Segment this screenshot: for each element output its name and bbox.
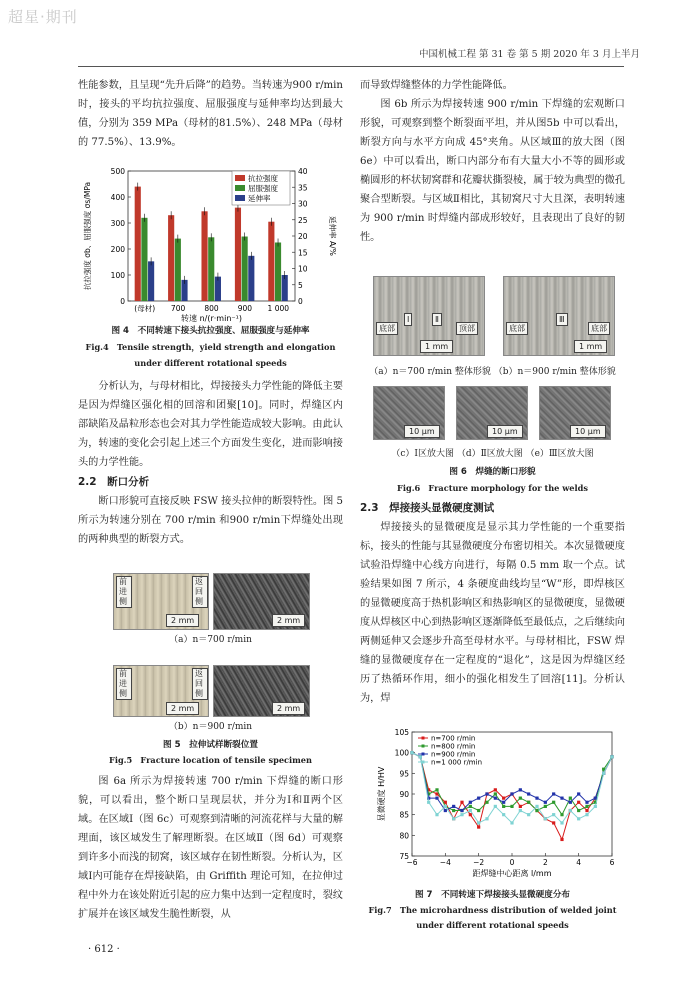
data-point: [527, 801, 530, 804]
x-tick-label: (母材): [134, 304, 156, 313]
y-tick-label-right: 10: [298, 264, 308, 274]
x-tick-label: 1 000: [267, 304, 290, 313]
legend-label: 延伸率: [248, 194, 271, 203]
data-point: [535, 805, 538, 808]
left-column-3: [78, 772, 343, 924]
section-2-3-heading: 2.3 焊接接头显微硬度测试: [360, 502, 495, 514]
y-tick-label-left: 400: [110, 193, 125, 202]
legend-swatch: [235, 175, 245, 181]
data-point: [410, 751, 413, 754]
data-point: [502, 813, 505, 816]
fig5b-caption: （b）n＝900 r/min: [168, 722, 253, 732]
scale-bar: 2 mm: [166, 614, 199, 627]
fig7-caption-en-2: under different rotational speeds: [416, 920, 569, 930]
y-tick-label: 90: [399, 790, 409, 799]
legend-marker: [422, 753, 425, 756]
data-point: [527, 792, 530, 795]
x-tick-label: 800: [204, 304, 219, 313]
data-point: [544, 817, 547, 820]
figure-7: [372, 726, 622, 890]
legend-label: 抗拉强度: [248, 174, 278, 183]
y-tick-label-left: 0: [120, 297, 125, 306]
data-point: [444, 809, 447, 812]
data-point: [585, 813, 588, 816]
bar: [248, 256, 254, 301]
data-point: [477, 797, 480, 800]
fig7-caption-en: Fig.7 The microhardness distribution of welded joint: [368, 905, 617, 915]
paragraph: 图 6a 所示为焊接转速 700 r/min 下焊缝的断口形貌，可以看出，整个断口呈现层状，并分为Ⅰ和Ⅱ两个区域。在区域Ⅰ（图 6c）可观察到清晰的河流花样与大量的解理面，该区域发生了解理断裂。在区域Ⅱ（图 6d）可观察到许多小而浅的韧窝，该区域存在韧性断裂。分析认为，区域Ⅰ内可能存在焊接缺陷，由 Griffith 理论可知，在拉伸过程中外力在该处附近引起的应力集中达到一定程度时，裂纹扩展并在该区域发生脆性断裂，从: [78, 776, 343, 920]
data-point: [560, 838, 563, 841]
data-point: [469, 813, 472, 816]
x-tick-label: −2: [473, 858, 485, 867]
y-tick-label-right: 25: [298, 215, 308, 225]
data-point: [552, 813, 555, 816]
data-point: [552, 801, 555, 804]
data-point: [610, 755, 613, 758]
data-point: [594, 797, 597, 800]
bottom-label: 底部: [506, 322, 528, 335]
figure-4: [80, 163, 340, 327]
front-label: 前进侧: [116, 668, 132, 700]
scale-bar: 1 mm: [420, 340, 453, 353]
y-tick-label-right: 15: [298, 248, 308, 258]
x-tick-label: 0: [509, 858, 515, 867]
zone-label: Ⅱ: [432, 313, 442, 326]
data-point: [569, 809, 572, 812]
paragraph: 断口形貌可直接反映 FSW 接头拉伸的断裂特性。图 5 所示为转速分别在 700 r/min 和900 r/min下焊缝处出现的两种典型的断裂方式。: [78, 496, 343, 545]
data-point: [519, 788, 522, 791]
header-rule: [78, 66, 624, 67]
data-point: [494, 805, 497, 808]
data-point: [452, 809, 455, 812]
left-column-2: [78, 377, 343, 549]
legend-marker: [422, 745, 425, 748]
data-point: [519, 797, 522, 800]
legend-swatch: [235, 195, 245, 201]
y-tick-label: 95: [399, 769, 409, 779]
bar: [141, 218, 147, 301]
data-point: [452, 805, 455, 808]
fig5-caption-cn: 图 5 拉伸试样断裂位置: [163, 740, 258, 750]
legend-swatch: [235, 185, 245, 191]
data-point: [577, 792, 580, 795]
data-point: [477, 825, 480, 828]
paragraph: 焊接接头的显微硬度是显示其力学性能的一个重要指标，接头的性能与其显微硬度分布密切相关。本次显微硬度试验沿焊缝中心线方向进行，每隔 0.5 mm 取一个点。试验结果如图 7 所示，4 条硬度曲线均呈“W”形，即焊核区的显微硬度高于热机影响区和热影响区的显微硬度，显微硬度从焊核区中心到热影响区逐渐降低至最低点，之后继续向两侧延伸又会逐步升高至母材水平。与母材相比，FSW 焊缝的显微硬度存在一定程度的“退化”，这是因为焊缝区经历了热循环作用，细小的强化相发生了回溶[11]。分析认为，焊: [360, 522, 625, 704]
data-point: [435, 813, 438, 816]
fig6c-photo: [373, 386, 445, 440]
fig6d-photo: [456, 386, 528, 440]
y-tick-label-left: 500: [110, 167, 125, 176]
bar: [175, 239, 181, 301]
legend-label: n=900 r/min: [431, 750, 476, 759]
data-point: [519, 805, 522, 808]
data-point: [460, 801, 463, 804]
y-tick-label-left: 200: [110, 245, 125, 254]
back-label: 返回侧: [192, 668, 208, 700]
data-point: [485, 792, 488, 795]
data-point: [560, 797, 563, 800]
y-tick-label: 105: [394, 728, 409, 737]
watermark: 超星·期刊: [8, 8, 78, 26]
fig6a-caption: （a）n＝700 r/min 整体形貌: [369, 367, 491, 377]
data-point: [485, 817, 488, 820]
data-point: [452, 817, 455, 820]
data-point: [569, 797, 572, 800]
x-tick-label: −4: [439, 858, 451, 867]
data-point: [552, 792, 555, 795]
running-head: 中国机械工程 第 31 卷 第 5 期 2020 年 3 月上半月: [418, 49, 640, 60]
x-axis-label: 转速 n/(r·min⁻¹): [181, 314, 242, 323]
paragraph: 图 6b 所示为焊接转速 900 r/min 下焊缝的宏观断口形貌，可观察到整个断裂面平坦，并从图5b 中可以看出，断裂方向与水平方向成 45°夹角。从区域Ⅲ的放大图（图 6e）中可以看出，断口内部分布有大量大小不等的圆形或椭圆形的杯状韧窝群和花瓣状撕裂棱，属于较为典型的微孔聚合型断裂。与区域Ⅱ相比，其韧窝尺寸大且深，表明转速为 900 r/min 时焊缝内部成形较好，且表现出了良好的韧性。: [360, 99, 625, 243]
zone-label: Ⅲ: [556, 313, 568, 326]
data-point: [510, 805, 513, 808]
fig4-chart: [80, 163, 340, 323]
paragraph: 分析认为，与母材相比，焊接接头力学性能的降低主要是因为焊缝区强化相的回溶和团聚[10]。同时，焊缝区内部缺陷及晶粒形态也会对其力学性能造成较大影响。由此认为，转速的变化会引起上述三个方面发生变化，进而影响接头的力学性能。: [78, 381, 343, 468]
y-axis-label-right: 延伸率 A/%: [328, 216, 337, 256]
paragraph: 性能参数，且呈现“先升后降”的趋势。当转速为900 r/min 时，接头的平均抗拉强度、屈服强度与延伸率均达到最大值，分别为 359 MPa（母材的81.5%）、248 MPa（母材的 77.5%）、13.9%。: [78, 80, 343, 148]
data-point: [585, 801, 588, 804]
data-point: [435, 797, 438, 800]
right-column-2: [360, 498, 625, 708]
fig4-caption-en-2: under different rotational speeds: [134, 358, 287, 368]
fig6d-caption: （d）Ⅱ区放大图: [456, 449, 523, 459]
bar: [201, 211, 207, 301]
y-tick-label-right: 0: [298, 297, 303, 306]
fig4-caption-cn: 图 4 不同转速下接头抗拉强度、屈服强度与延伸率: [111, 326, 310, 336]
y-tick-label-left: 100: [110, 271, 125, 280]
front-label: 前进侧: [116, 576, 132, 608]
bar: [268, 222, 274, 301]
y-tick-label: 100: [394, 748, 409, 758]
x-tick-label: 2: [542, 858, 548, 867]
data-point: [427, 801, 430, 804]
legend-label: n=700 r/min: [431, 734, 476, 743]
data-point: [535, 809, 538, 812]
bar: [208, 237, 214, 301]
fig6b-photo: [503, 276, 615, 356]
y-tick-label: 80: [399, 831, 409, 841]
y-tick-label-right: 30: [298, 199, 308, 209]
x-axis-label: 距焊缝中心距离 l/mm: [472, 869, 552, 878]
data-point: [444, 805, 447, 808]
bar: [235, 208, 241, 301]
data-point: [602, 772, 605, 775]
top-label: 底部: [588, 322, 610, 335]
fig5-caption-en: Fig.5 Fracture location of tensile specimen: [109, 755, 312, 765]
scale-bar: 2 mm: [166, 702, 199, 715]
fig6ab-captions: [360, 364, 625, 377]
fig5b-left-photo: [113, 665, 209, 717]
fig6cde-captions: [360, 446, 625, 459]
fig4-caption-en: Fig.4 Tensile strength，yield strength and elongation: [85, 342, 336, 352]
left-column: [78, 76, 343, 152]
data-point: [510, 821, 513, 824]
y-axis-label-left: 抗拉强度 σb、屈服强度 σs/MPa: [83, 181, 92, 291]
data-point: [577, 817, 580, 820]
data-point: [577, 809, 580, 812]
data-point: [460, 813, 463, 816]
paragraph: 而导致焊缝整体的力学性能降低。: [360, 80, 513, 91]
y-tick-label: 85: [399, 810, 409, 820]
data-point: [560, 821, 563, 824]
data-point: [469, 805, 472, 808]
data-point: [535, 797, 538, 800]
fig6-caption-en: Fig.6 Fracture morphology for the welds: [397, 483, 588, 493]
fig5b-right-photo: [213, 665, 310, 717]
fig5a-right-photo: [213, 573, 310, 630]
x-tick-label: 700: [170, 304, 186, 313]
bar: [242, 237, 248, 301]
fig7-caption-cn: 图 7 不同转速下焊接接头显微硬度分布: [414, 890, 571, 900]
x-tick-label: −6: [406, 858, 418, 867]
bar: [135, 187, 141, 301]
data-point: [544, 801, 547, 804]
data-point: [510, 792, 513, 795]
y-tick-label-right: 35: [298, 183, 308, 193]
y-tick-label-right: 20: [298, 232, 308, 241]
page-number: · 612 ·: [88, 944, 120, 955]
section-2-2-heading: 2.2 断口分析: [78, 476, 150, 488]
scale-bar: 2 mm: [272, 614, 305, 627]
y-tick-label-left: 300: [110, 219, 125, 228]
x-tick-label: 6: [609, 858, 615, 867]
data-point: [585, 809, 588, 812]
data-point: [477, 821, 480, 824]
x-tick-label: 4: [576, 858, 582, 867]
back-label: 返回侧: [192, 576, 208, 608]
data-point: [419, 755, 422, 758]
fig7-chart: [372, 726, 622, 886]
x-tick-label: 900: [237, 304, 253, 313]
fig5a-left-photo: [113, 573, 209, 630]
legend-label: n=1 000 r/min: [431, 758, 483, 767]
data-point: [435, 788, 438, 791]
y-axis-label: 显微硬度 H/HV: [377, 766, 386, 822]
scale-bar: 10 μm: [487, 425, 523, 438]
legend-label: 屈服强度: [248, 184, 278, 193]
fig6a-photo: [373, 276, 485, 356]
fig6e-caption: （e）Ⅲ区放大图: [525, 449, 594, 459]
legend-marker: [422, 761, 425, 764]
data-point: [527, 813, 530, 816]
fig6b-caption: （b）n＝900 r/min 整体形貌: [493, 367, 616, 377]
data-point: [502, 797, 505, 800]
data-point: [494, 797, 497, 800]
fig6c-caption: （c）Ⅰ区放大图: [391, 449, 454, 459]
data-point: [519, 809, 522, 812]
bottom-label: 底部: [376, 322, 398, 335]
data-point: [469, 801, 472, 804]
fig5a-caption: （a）n＝700 r/min: [169, 635, 252, 645]
data-point: [477, 809, 480, 812]
legend-label: n=800 r/min: [431, 742, 476, 751]
data-point: [560, 813, 563, 816]
bar: [275, 243, 281, 302]
fig6-caption-cn: 图 6 焊缝的断口形貌: [449, 467, 536, 477]
data-point: [485, 801, 488, 804]
scale-bar: 10 μm: [570, 425, 606, 438]
data-point: [502, 801, 505, 804]
bar: [168, 215, 174, 301]
zone-label: Ⅰ: [404, 313, 412, 326]
y-tick-label-right: 40: [298, 167, 308, 176]
bar: [148, 261, 154, 301]
data-point: [460, 809, 463, 812]
data-point: [494, 792, 497, 795]
data-point: [585, 805, 588, 808]
data-point: [594, 805, 597, 808]
data-point: [469, 809, 472, 812]
data-point: [494, 788, 497, 791]
data-point: [544, 805, 547, 808]
scale-bar: 10 μm: [404, 425, 440, 438]
scale-bar: 2 mm: [272, 702, 305, 715]
data-point: [569, 801, 572, 804]
y-tick-label: 75: [399, 852, 409, 861]
y-tick-label-right: 5: [298, 280, 303, 290]
right-column: [360, 76, 625, 247]
data-point: [502, 805, 505, 808]
data-point: [577, 801, 580, 804]
data-point: [552, 821, 555, 824]
top-label: 顶部: [456, 322, 478, 335]
scale-bar: 1 mm: [574, 340, 607, 353]
legend-marker: [422, 737, 425, 740]
fig6e-photo: [539, 386, 611, 440]
